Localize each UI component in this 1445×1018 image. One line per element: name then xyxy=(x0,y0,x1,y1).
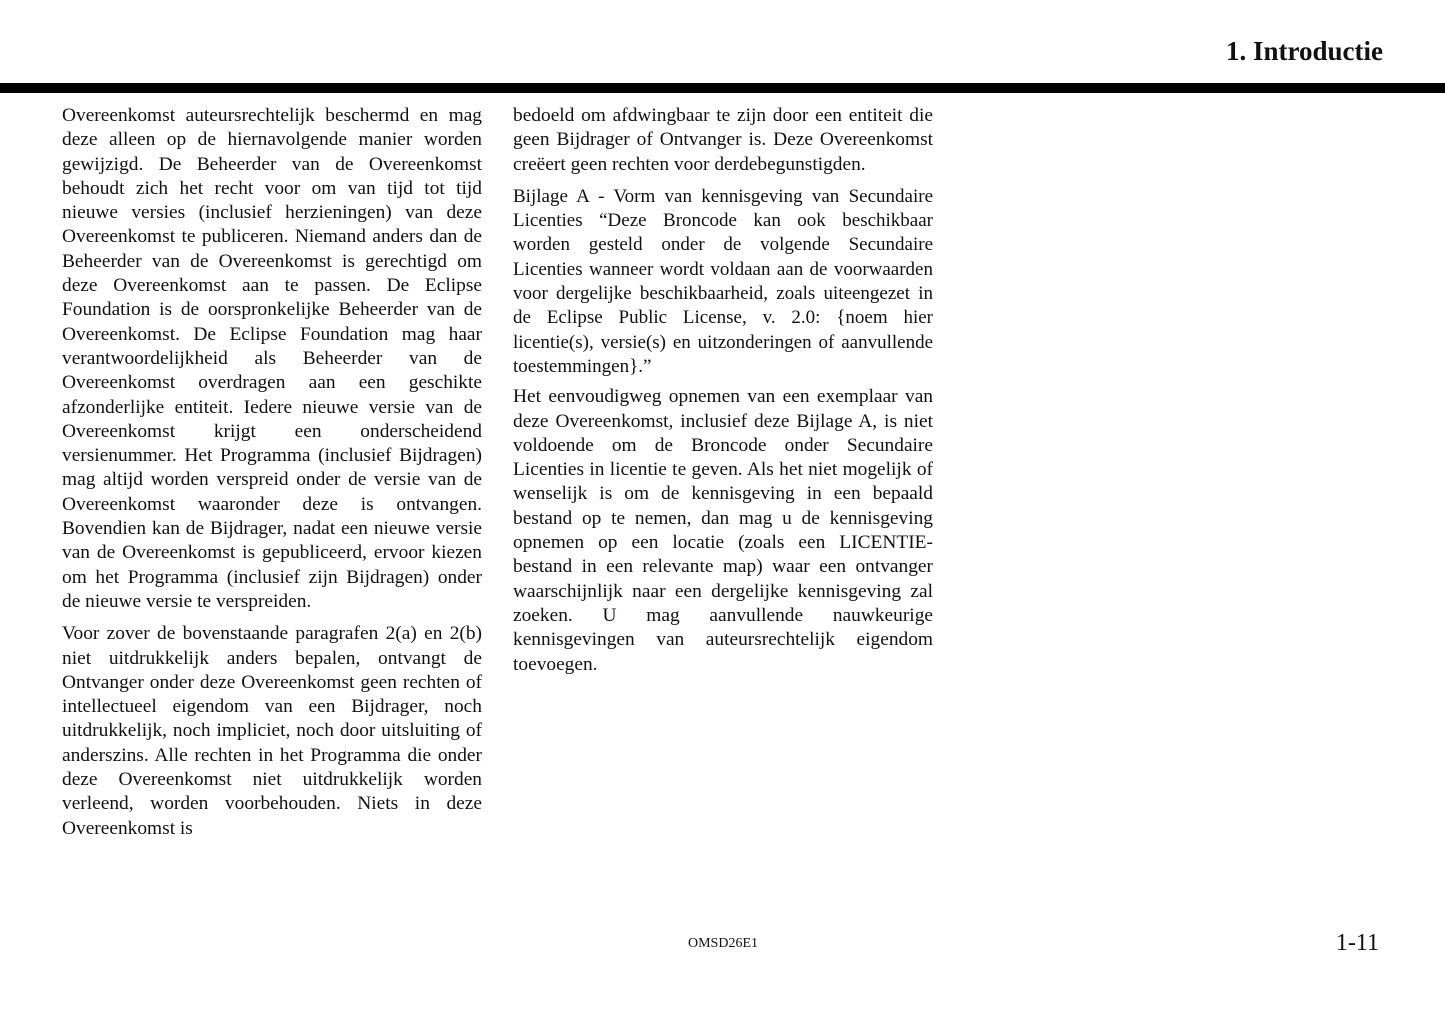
right-column xyxy=(513,104,933,685)
left-paragraph-1: Overeenkomst auteursrechtelijk beschermd en mag deze alleen op de hiernavolgende manier worden gewijzigd. De Beheerder van de Overeenkomst behoudt zich het recht voor om van tijd tot tijd nieuwe versies (inclusief herzieningen) van deze Overeenkomst te publiceren. Niemand anders dan de Beheerder van de Overeenkomst is gerechtigd om deze Overeenkomst aan te passen. De Eclipse Foundation is de oorspronkelijke Beheerder van de Overeenkomst. De Eclipse Foundation mag haar verantwoordelijkheid als Beheerder van de Overeenkomst overdragen aan een geschikte afzonderlijke entiteit. Iedere nieuwe versie van de Overeenkomst krijgt een onderscheidend versienummer. Het Programma (inclusief Bijdragen) mag altijd worden verspreid onder de versie van de Overeenkomst waaronder deze is ontvangen. Bovendien kan de Bijdrager, nadat een nieuwe versie van de Overeenkomst is gepubliceerd, ervoor kiezen om het Programma (inclusief zijn Bijdragen) onder de nieuwe versie te verspreiden. xyxy=(62,105,482,612)
left-paragraph-2: Voor zover de bovenstaande paragrafen 2(a) en 2(b) niet uitdrukkelijk anders bepalen, ontvangt de Ontvanger onder deze Overeenkomst geen rechten of intellectueel eigendom van een Bijdrager, noch uitdrukkelijk, noch impliciet, noch door uitsluiting of anderszins. Alle rechten in het Programma die onder deze Overeenkomst niet uitdrukkelijk worden verleend, worden voorbehouden. Niets in deze Overeenkomst is xyxy=(62,623,482,839)
header-rule xyxy=(0,83,1445,93)
section-title: 1. Introductie xyxy=(1225,36,1383,66)
document-code: OMSD26E1 xyxy=(688,936,759,951)
right-paragraph-appendix-a: Bijlage A - Vorm van kennisgeving van Secundaire Licenties “Deze Broncode kan ook beschikbaar worden gesteld onder de volgende Secundaire Licenties wanneer wordt voldaan aan de voorwaarden voor dergelijke beschikbaarheid, zoals uiteengezet in de Eclipse Public License, v. 2.0: {noem hier licentie(s), versie(s) en uitzonderingen of aanvullende toestemmingen}.” xyxy=(513,185,933,377)
page-number: 1-11 xyxy=(1335,930,1379,956)
right-paragraph-3: Het eenvoudigweg opnemen van een exemplaar van deze Overeenkomst, inclusief deze Bijlage A, is niet voldoende om de Broncode onder Secundaire Licenties in licentie te geven. Als het niet mogelijk of wenselijk is om de kennisgeving in een bepaald bestand op te nemen, dan mag u de kennisgeving opnemen op een locatie (zoals een LICENTIE-bestand in een relevante map) waar een ontvanger waarschijnlijk naar een dergelijke kennisgeving zal zoeken. U mag aanvullende nauwkeurige kennisgevingen van auteursrechtelijk eigendom toevoegen. xyxy=(513,386,933,675)
right-paragraph-1: bedoeld om afdwingbaar te zijn door een entiteit die geen Bijdrager of Ontvanger is. Deze Overeenkomst creëert geen rechten voor derdebegunstigden. xyxy=(513,105,933,175)
left-column xyxy=(62,104,482,849)
